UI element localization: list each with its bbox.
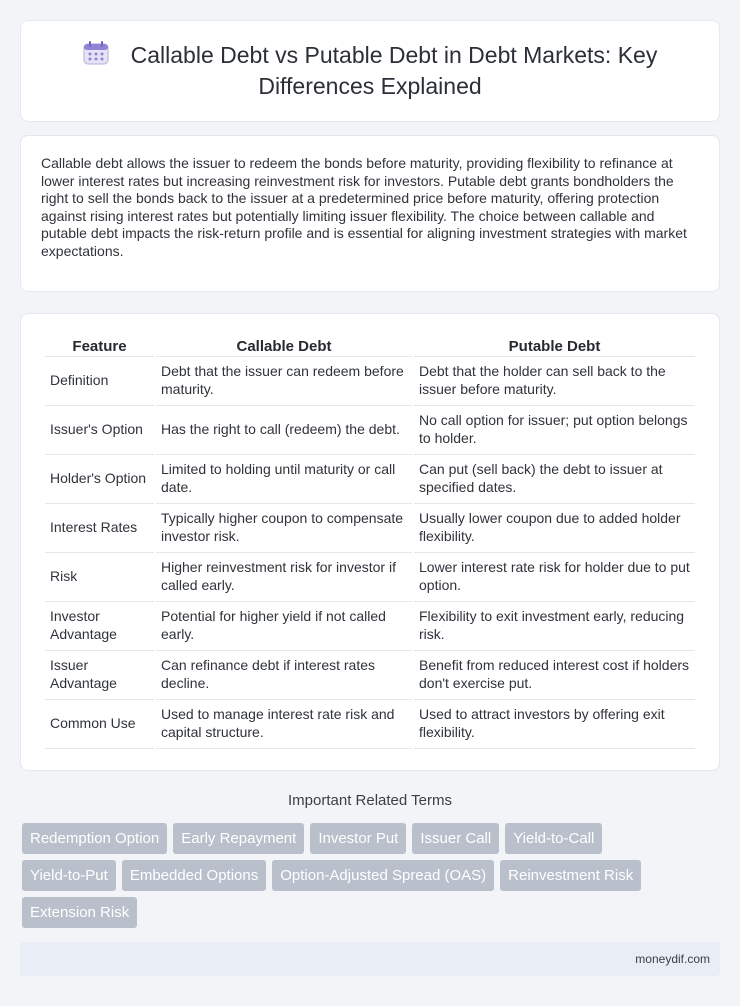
table-cell-callable: Typically higher coupon to compensate investor risk. [156, 504, 412, 553]
table-cell-callable: Used to manage interest rate risk and capital structure. [156, 700, 412, 749]
tag-extension-risk[interactable]: Extension Risk [22, 897, 137, 928]
tag-row [22, 897, 722, 928]
header-feature: Feature [45, 333, 154, 357]
table-cell-feature: Holder's Option [45, 455, 154, 504]
table-cell-putable: Flexibility to exit investment early, reducing risk. [414, 602, 695, 651]
tag-redemption-option[interactable]: Redemption Option [22, 823, 167, 854]
table-row [45, 700, 695, 749]
table-row [45, 357, 695, 406]
table-cell-putable: Debt that the holder can sell back to the issuer before maturity. [414, 357, 695, 406]
footer [20, 942, 720, 976]
table-row [45, 553, 695, 602]
tag-embedded-options[interactable]: Embedded Options [122, 860, 266, 891]
table-header-row [45, 333, 695, 357]
tag-oas[interactable]: Option-Adjusted Spread (OAS) [272, 860, 494, 891]
tag-yield-to-call[interactable]: Yield-to-Call [505, 823, 602, 854]
table-row [45, 455, 695, 504]
table-cell-feature: Interest Rates [45, 504, 154, 553]
table-cell-callable: Higher reinvestment risk for investor if called early. [156, 553, 412, 602]
footer-site[interactable]: moneydif.com [635, 952, 710, 966]
table-cell-putable: Lower interest rate risk for holder due to put option. [414, 553, 695, 602]
header-callable: Callable Debt [156, 333, 412, 357]
table-cell-putable: Can put (sell back) the debt to issuer at specified dates. [414, 455, 695, 504]
table-cell-feature: Definition [45, 357, 154, 406]
table-cell-feature: Issuer's Option [45, 406, 154, 455]
tag-issuer-call[interactable]: Issuer Call [412, 823, 499, 854]
table-cell-callable: Potential for higher yield if not called early. [156, 602, 412, 651]
table-cell-putable: Used to attract investors by offering exit flexibility. [414, 700, 695, 749]
tag-row [22, 823, 722, 854]
table-cell-putable: Benefit from reduced interest cost if holders don't exercise put. [414, 651, 695, 700]
table-cell-feature: Investor Advantage [45, 602, 154, 651]
tag-early-repayment[interactable]: Early Repayment [173, 823, 304, 854]
table-cell-putable: Usually lower coupon due to added holder flexibility. [414, 504, 695, 553]
tag-reinvestment-risk[interactable]: Reinvestment Risk [500, 860, 641, 891]
summary-card [20, 135, 720, 292]
related-terms-tags [22, 823, 722, 934]
summary-text: Callable debt allows the issuer to redeem the bonds before maturity, providing flexibility to refinance at lower interest rates but increasing reinvestment risk for investors. Putable debt grants bondholders the right to sell the bonds back to the issuer at a predetermined price before maturity, offering protection against rising interest rates but potentially limiting issuer flexibility. The choice between callable and putable debt impacts the risk-return profile and is essential for aligning investment strategies with market expectations. [41, 155, 687, 259]
table-cell-putable: No call option for issuer; put option belongs to holder. [414, 406, 695, 455]
comparison-table-card [20, 313, 720, 771]
table-row [45, 602, 695, 651]
header-putable: Putable Debt [414, 333, 695, 357]
table-row [45, 651, 695, 700]
table-cell-feature: Common Use [45, 700, 154, 749]
page-title-wrap [51, 41, 689, 101]
table-row [45, 504, 695, 553]
tag-investor-put[interactable]: Investor Put [310, 823, 406, 854]
table-cell-feature: Risk [45, 553, 154, 602]
comparison-table [43, 333, 697, 749]
title-card [20, 20, 720, 122]
table-cell-callable: Can refinance debt if interest rates decline. [156, 651, 412, 700]
related-terms-title: Important Related Terms [288, 792, 452, 809]
tag-row [22, 860, 722, 891]
page-title: Callable Debt vs Putable Debt in Debt Markets: Key Differences Explained [130, 42, 658, 99]
table-cell-feature: Issuer Advantage [45, 651, 154, 700]
table-cell-callable: Limited to holding until maturity or call date. [156, 455, 412, 504]
table-cell-callable: Has the right to call (redeem) the debt. [156, 406, 412, 455]
calendar-icon [83, 41, 109, 72]
tag-yield-to-put[interactable]: Yield-to-Put [22, 860, 116, 891]
table-row [45, 406, 695, 455]
table-cell-callable: Debt that the issuer can redeem before maturity. [156, 357, 412, 406]
